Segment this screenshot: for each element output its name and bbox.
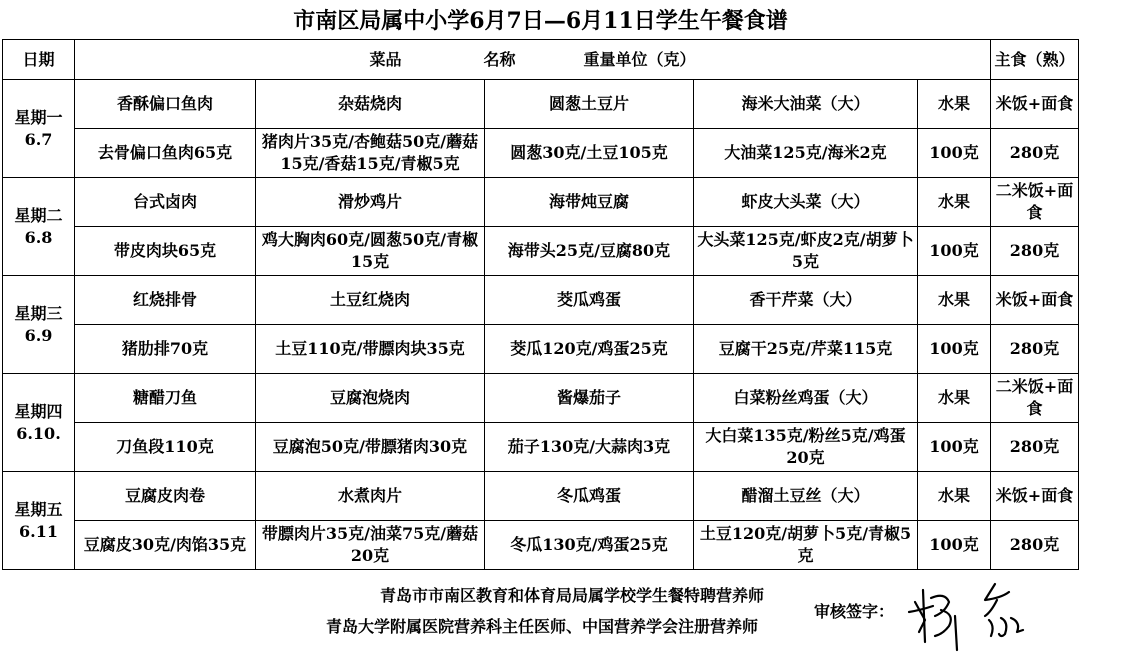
date-label: 6.9: [24, 325, 53, 345]
date-label: 6.10.: [16, 423, 61, 443]
header-date: 日期: [3, 40, 75, 80]
weight-cell: 280克: [991, 129, 1079, 178]
weight-cell: 豆腐泡50克/带膘猪肉30克: [256, 423, 485, 472]
dish-cell: 水果: [918, 178, 991, 227]
day-weight-row: [3, 325, 1079, 374]
day-date-cell: [3, 178, 75, 276]
day-date-cell: [3, 472, 75, 570]
signature-image: [905, 580, 1045, 655]
weight-cell: 冬瓜130克/鸡蛋25克: [485, 521, 694, 570]
weight-cell: 圆葱30克/土豆105克: [485, 129, 694, 178]
dish-cell: 豆腐皮肉卷: [75, 472, 256, 521]
weight-cell: 280克: [991, 521, 1079, 570]
weight-cell: 大白菜135克/粉丝5克/鸡蛋20克: [694, 423, 918, 472]
day-dish-row: [3, 472, 1079, 521]
dish-cell: 海带炖豆腐: [485, 178, 694, 227]
date-label: 6.11: [19, 521, 58, 541]
day-date-cell: [3, 80, 75, 178]
page-title: 市南区局属中小学6月7日—6月11日学生午餐食谱: [3, 3, 1079, 40]
dish-cell: 水煮肉片: [256, 472, 485, 521]
header-staple: 主食（熟）: [991, 40, 1079, 80]
weight-cell: 100克: [918, 325, 991, 374]
dish-cell: 水果: [918, 472, 991, 521]
dish-cell: 虾皮大头菜（大）: [694, 178, 918, 227]
dish-cell: 香干芹菜（大）: [694, 276, 918, 325]
day-date-cell: [3, 276, 75, 374]
sign-label: 审核签字：: [814, 602, 895, 621]
dish-cell: 红烧排骨: [75, 276, 256, 325]
date-label: 6.7: [24, 129, 53, 149]
weight-cell: 100克: [918, 423, 991, 472]
dish-cell: 香酥偏口鱼肉: [75, 80, 256, 129]
weight-cell: 280克: [991, 227, 1079, 276]
weight-cell: 土豆110克/带膘肉块35克: [256, 325, 485, 374]
dish-cell: 杂菇烧肉: [256, 80, 485, 129]
weight-cell: 刀鱼段110克: [75, 423, 256, 472]
dish-cell: 米饭+面食: [991, 276, 1079, 325]
header-row: [3, 40, 1079, 80]
day-dish-row: [3, 276, 1079, 325]
dish-cell: 台式卤肉: [75, 178, 256, 227]
dish-cell: 豆腐泡烧肉: [256, 374, 485, 423]
dish-cell: 圆葱土豆片: [485, 80, 694, 129]
footer-line-1: 青岛市市南区教育和体育局局属学校学生餐特聘营养师: [380, 586, 765, 605]
weight-cell: 大头菜125克/虾皮2克/胡萝卜5克: [694, 227, 918, 276]
day-dish-row: [3, 80, 1079, 129]
weight-cell: 鸡大胸肉60克/圆葱50克/青椒15克: [256, 227, 485, 276]
day-date-cell: [3, 374, 75, 472]
weight-cell: 去骨偏口鱼肉65克: [75, 129, 256, 178]
dish-cell: 水果: [918, 80, 991, 129]
weight-cell: 海带头25克/豆腐80克: [485, 227, 694, 276]
dish-cell: 土豆红烧肉: [256, 276, 485, 325]
weight-cell: 茭瓜120克/鸡蛋25克: [485, 325, 694, 374]
day-weight-row: [3, 227, 1079, 276]
weight-cell: 豆腐干25克/芹菜115克: [694, 325, 918, 374]
dish-cell: 冬瓜鸡蛋: [485, 472, 694, 521]
weight-cell: 带皮肉块65克: [75, 227, 256, 276]
dish-cell: 水果: [918, 276, 991, 325]
header-weight: 重量单位（克）: [583, 49, 696, 69]
weight-cell: 280克: [991, 325, 1079, 374]
weight-cell: 豆腐皮30克/肉馅35克: [75, 521, 256, 570]
dish-cell: 二米饭+面食: [991, 178, 1079, 227]
day-weight-row: [3, 423, 1079, 472]
day-weight-row: [3, 129, 1079, 178]
menu-table: [2, 3, 1079, 570]
dish-cell: 二米饭+面食: [991, 374, 1079, 423]
date-label: 6.8: [24, 227, 53, 247]
header-dish: 菜品: [369, 49, 402, 69]
dish-cell: 米饭+面食: [991, 472, 1079, 521]
header-name: 名称: [483, 49, 516, 69]
day-weight-row: [3, 521, 1079, 570]
dish-cell: 海米大油菜（大）: [694, 80, 918, 129]
weight-cell: 100克: [918, 521, 991, 570]
weight-cell: 猪肉片35克/杏鲍菇50克/蘑菇15克/香菇15克/青椒5克: [256, 129, 485, 178]
weight-cell: 带膘肉片35克/油菜75克/蘑菇20克: [256, 521, 485, 570]
dish-cell: 米饭+面食: [991, 80, 1079, 129]
dish-cell: 醋溜土豆丝（大）: [694, 472, 918, 521]
dish-cell: 滑炒鸡片: [256, 178, 485, 227]
weekday-label: 星期二: [14, 205, 63, 225]
weight-cell: 100克: [918, 227, 991, 276]
weight-cell: 茄子130克/大蒜肉3克: [485, 423, 694, 472]
weekday-label: 星期四: [14, 401, 63, 421]
dish-cell: 茭瓜鸡蛋: [485, 276, 694, 325]
dish-cell: 酱爆茄子: [485, 374, 694, 423]
footer-line-2: 青岛大学附属医院营养科主任医师、中国营养学会注册营养师: [326, 617, 759, 636]
weekday-label: 星期三: [14, 303, 63, 323]
weight-cell: 猪肋排70克: [75, 325, 256, 374]
header-dish-name-weight: [75, 40, 991, 80]
dish-cell: 糖醋刀鱼: [75, 374, 256, 423]
day-dish-row: [3, 178, 1079, 227]
dish-cell: 白菜粉丝鸡蛋（大）: [694, 374, 918, 423]
dish-cell: 水果: [918, 374, 991, 423]
day-dish-row: [3, 374, 1079, 423]
weekday-label: 星期一: [14, 107, 63, 127]
weight-cell: 280克: [991, 423, 1079, 472]
weight-cell: 100克: [918, 129, 991, 178]
weight-cell: 大油菜125克/海米2克: [694, 129, 918, 178]
weight-cell: 土豆120克/胡萝卜5克/青椒5克: [694, 521, 918, 570]
weekday-label: 星期五: [14, 499, 63, 519]
